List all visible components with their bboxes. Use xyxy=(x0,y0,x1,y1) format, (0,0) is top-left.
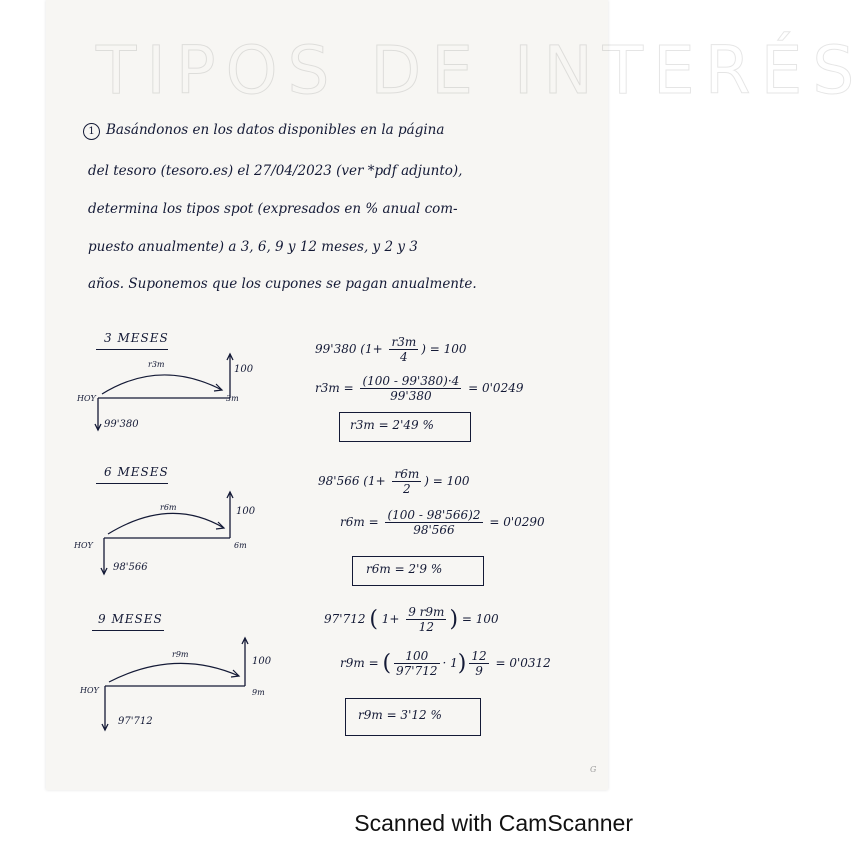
corner-mark: G xyxy=(590,765,597,774)
pricing-equation-9m: 97'712 ( 1+ $\frac{9 r9m}{12}$ ) = 100 xyxy=(324,605,499,634)
start-label-9m: HOY xyxy=(80,686,99,695)
section-title-9m: 9 MESES xyxy=(98,612,163,626)
price-9m: 97'712 xyxy=(118,716,153,727)
result-9m: r9m = 3'12 % xyxy=(358,708,442,722)
rate-label-6m: r6m xyxy=(160,503,177,512)
section-underline xyxy=(96,483,168,484)
result-3m: r3m = 2'49 % xyxy=(350,418,434,432)
solution-equation-3m: r3m = $\frac{(100 - 99'380)\cdot 4}{99'380}$ = 0'0249 xyxy=(315,374,524,403)
section-title-6m: 6 MESES xyxy=(104,465,169,479)
final-value-6m: 100 xyxy=(236,506,256,517)
rate-label-9m: r9m xyxy=(172,650,189,659)
solution-equation-6m: r6m = $\frac{(100 - 98'566)2}{98'566}$ = 0'0290 xyxy=(340,508,545,537)
statement-line-2: del tesoro (tesoro.es) el 27/04/2023 (ver *pdf adjunto), xyxy=(88,163,463,179)
section-underline xyxy=(92,630,164,631)
pricing-equation-6m: 98'566 (1+ $\frac{r6m}{2}$ ) = 100 xyxy=(318,467,470,496)
statement-line-3: determina los tipos spot (expresados en % anual com- xyxy=(88,201,458,217)
end-label-3m: 3m xyxy=(226,394,239,403)
final-value-9m: 100 xyxy=(252,656,272,667)
statement-line-4: puesto anualmente) a 3, 6, 9 y 12 meses, y 2 y 3 xyxy=(88,239,418,255)
rate-label-3m: r3m xyxy=(148,360,165,369)
final-value-3m: 100 xyxy=(234,364,254,375)
end-label-9m: 9m xyxy=(252,688,265,697)
end-label-6m: 6m xyxy=(234,541,247,550)
statement-line-1: 1 Basándonos en los datos disponibles en la página xyxy=(83,122,444,140)
faint-title: TIPOS DE INTERÉS xyxy=(96,32,864,109)
pricing-equation-3m: 99'380 (1+ $\frac{r3m}{4}$ ) = 100 xyxy=(315,335,467,364)
start-label-6m: HOY xyxy=(74,541,93,550)
section-title-3m: 3 MESES xyxy=(104,331,169,345)
solution-equation-9m: r9m = ( $\frac{100}{97'712}$ · 1) $\frac{12}{9}$ = 0'0312 xyxy=(340,649,551,678)
problem-number: 1 xyxy=(83,123,100,140)
result-6m: r6m = 2'9 % xyxy=(366,562,443,576)
start-label-3m: HOY xyxy=(77,394,96,403)
statement-line-5: años. Suponemos que los cupones se pagan anualmente. xyxy=(88,276,477,292)
price-3m: 99'380 xyxy=(104,419,139,430)
camscanner-footer: Scanned with CamScanner xyxy=(354,810,633,836)
price-6m: 98'566 xyxy=(113,562,148,573)
